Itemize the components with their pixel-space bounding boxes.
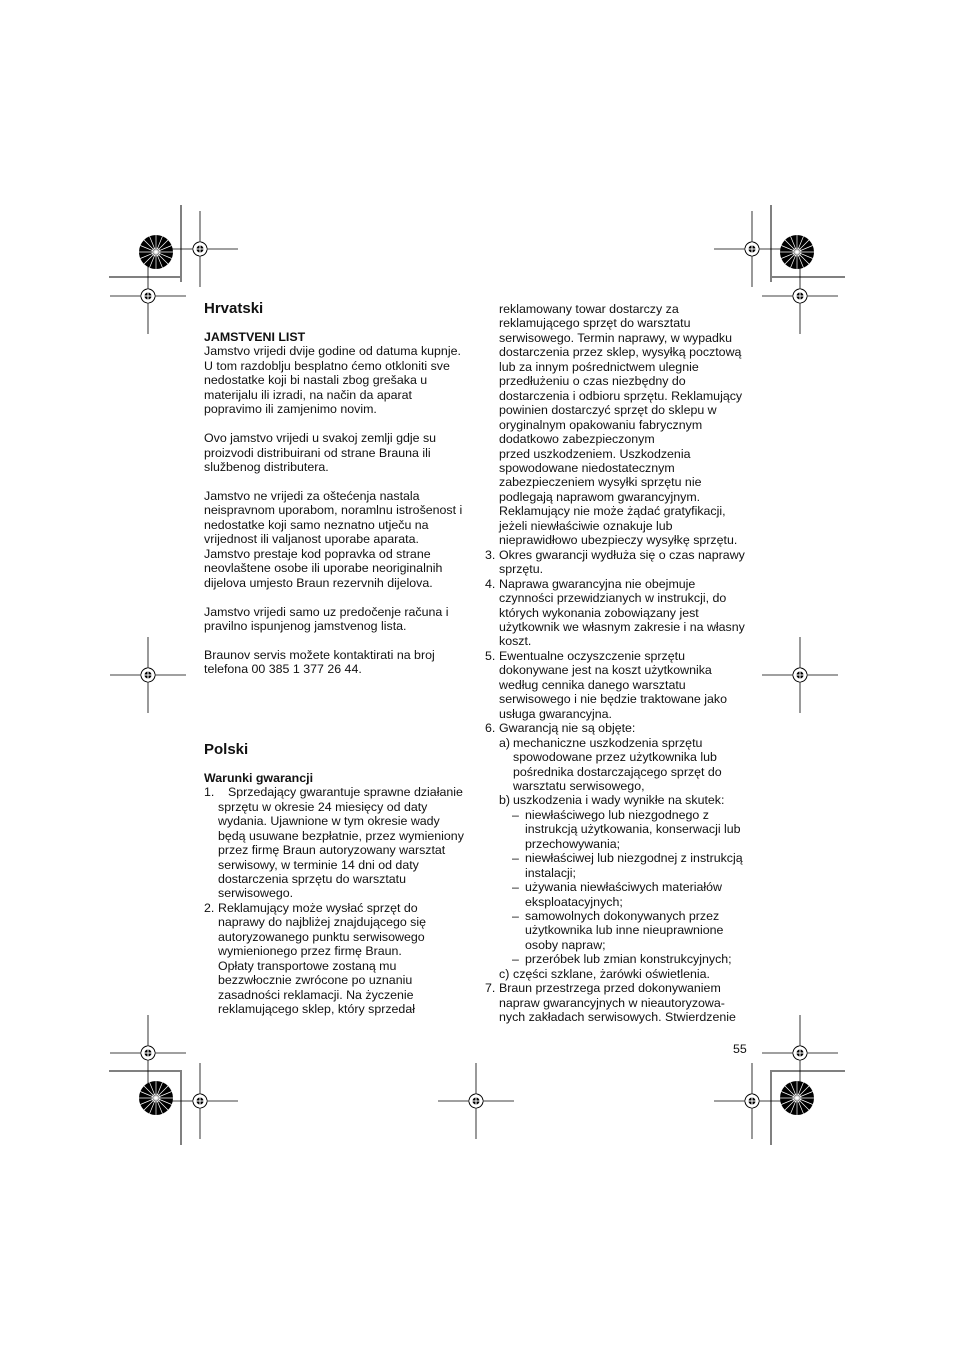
paragraph: Jamstvo ne vrijedi za oštećenja nastala neispravnom uporabom, noramlnu istrošenost i nedostatke koji samo neznatno utječu na vrijednost ili valjanost uporabe aparata. Jamstvo prestaje kod popravka od strane neovlaštene osobe ili uporabe neoriginalnih dijelova umjesto Braun rezervnih dijelova. [204,488,463,590]
page-number: 55 [733,1042,747,1056]
registration-mark-icon [714,1063,790,1139]
dash-list-item: – używania niewłaściwych materiałów eksploatacyjnych; [512,880,722,909]
paragraph: Jamstvo vrijedi dvije godine od datuma kupnje. U tom razdoblju besplatno ćemo otkloniti sve nedostatke koji bi nastali zbog grešaka u materijalu ili izradi, na način da aparat popravimo ili zamjenimo novim. [204,344,461,417]
registration-mark-icon [162,211,238,287]
registration-mark-icon [162,1063,238,1139]
registration-mark-icon [714,211,790,287]
right-column [485,302,753,1025]
registration-mark-icon [762,258,838,334]
list-item: 5. Ewentualne oczyszczenie sprzętu dokonywane jest na koszt użytkownika według cennika danego warsztatu serwisowego i nie będzie traktowane jako usługa gwarancyjna. [485,648,727,721]
registration-mark-icon [110,1015,186,1091]
paragraph: Jamstvo vrijedi samo uz predočenje računa i pravilno ispunjenog jamstvenog lista. [204,604,449,634]
sub-list-item: c) części szklane, żarówki oświetlenia. [499,966,710,981]
list-item: 6. Gwarancją nie są objęte: [485,721,636,736]
registration-mark-icon [110,258,186,334]
list-item: 7. Braun przestrzega przed dokonywaniem napraw gwarancyjnych w nieautoryzowa- nych zakładach serwisowych. Stwierdzenie [485,981,736,1025]
list-item: 4. Naprawa gwarancyjna nie obejmuje czynności przewidzianych w instrukcji, do których wykonania zobowiązany jest użytkownik we własnym zakresie i na własny koszt. [485,576,745,649]
sub-list-item: a) mechaniczne uszkodzenia sprzętu spowodowane przez użytkownika lub pośrednika dostarczającego sprzęt do warsztatu serwisowego, [499,735,722,793]
subheading-jamstveni-list: JAMSTVENI LIST [204,330,306,344]
subheading-warunki-gwarancji: Warunki gwarancji [204,770,314,785]
registration-mark-icon [110,637,186,713]
list-item-continuation: reklamowany towar dostarczy za reklamującego sprzęt do warsztatu serwisowego. Termin naprawy, w wypadku dostarczenia przez sklep, wysyłką pocztową lub za innym pośrednictwem ulegnie przedłużeniu o czas niezbędny do dostarczenia i odbioru sprzętu. Reklamujący powinien dostarczyć sprzęt do sklepu w oryginalnym opakowaniu fabrycznym dodatkowo zabezpieczonym przed uszkodzeniem. Uszkodzenia spowodowane niedostatecznym zabezpieczeniem wysyłki sprzętu nie podlegają naprawom gwarancyjnym. Reklamujący nie może żądać gratyfikacji, jeżeli niewłaściwie oznakuje lub nieprawidłowo ubezpieczy wysyłkę sprzętu. [499,302,743,548]
registration-mark-icon [762,637,838,713]
list-item: 3. Okres gwarancji wydłuża się o czas naprawy sprzętu. [485,547,745,577]
list-item: 1. Sprzedający gwarantuje sprawne działanie sprzętu w okresie 24 miesięcy od daty wydania. Ujawnione w tym okresie wady będą usuwane bezpłatnie, przez wymieniony przez firmę Braun autoryzowany warsztat serwisowy, w terminie 14 dni od daty dostarczenia sprzętu do warsztatu serwisowego. [204,785,464,901]
left-column [204,300,472,1017]
dash-list-item: – niewłaściwej lub niezgodnej z instrukcją instalacji; [512,851,743,880]
dash-list-item: – samowolnych dokonywanych przez użytkownika lub inne nieuprawnione osoby napraw; [512,909,724,952]
paragraph: Braunov servis možete kontaktirati na broj telefona 00 385 1 377 26 44. [204,647,435,677]
section-heading-hrvatski: Hrvatski [204,300,264,317]
dash-list-item: – niewłaściwego lub niezgodnego z instrukcją użytkowania, konserwacji lub przechowywania; [512,807,741,851]
registration-mark-icon [762,1015,838,1091]
section-heading-polski: Polski [204,740,249,758]
list-item: 2. Reklamujący może wysłać sprzęt do naprawy do najbliżej znajdującego się autoryzowanego punktu serwisowego wymienionego przez firmę Braun. Opłaty transportowe zostaną mu bezzwłocznie zwrócone po uznaniu zasadności reklamacji. Na życzenie reklamującego sklep, który sprzedał [204,900,427,1017]
registration-mark-icon [438,1063,514,1139]
paragraph: Ovo jamstvo vrijedi u svakoj zemlji gdje su proizvodi distribuirani od strane Brauna ili službenog distributera. [204,431,437,475]
dash-list-item: – przeróbek lub zmian konstrukcyjnych; [512,952,732,967]
sub-list-item: b) uszkodzenia i wady wynikłe na skutek: [499,793,725,808]
